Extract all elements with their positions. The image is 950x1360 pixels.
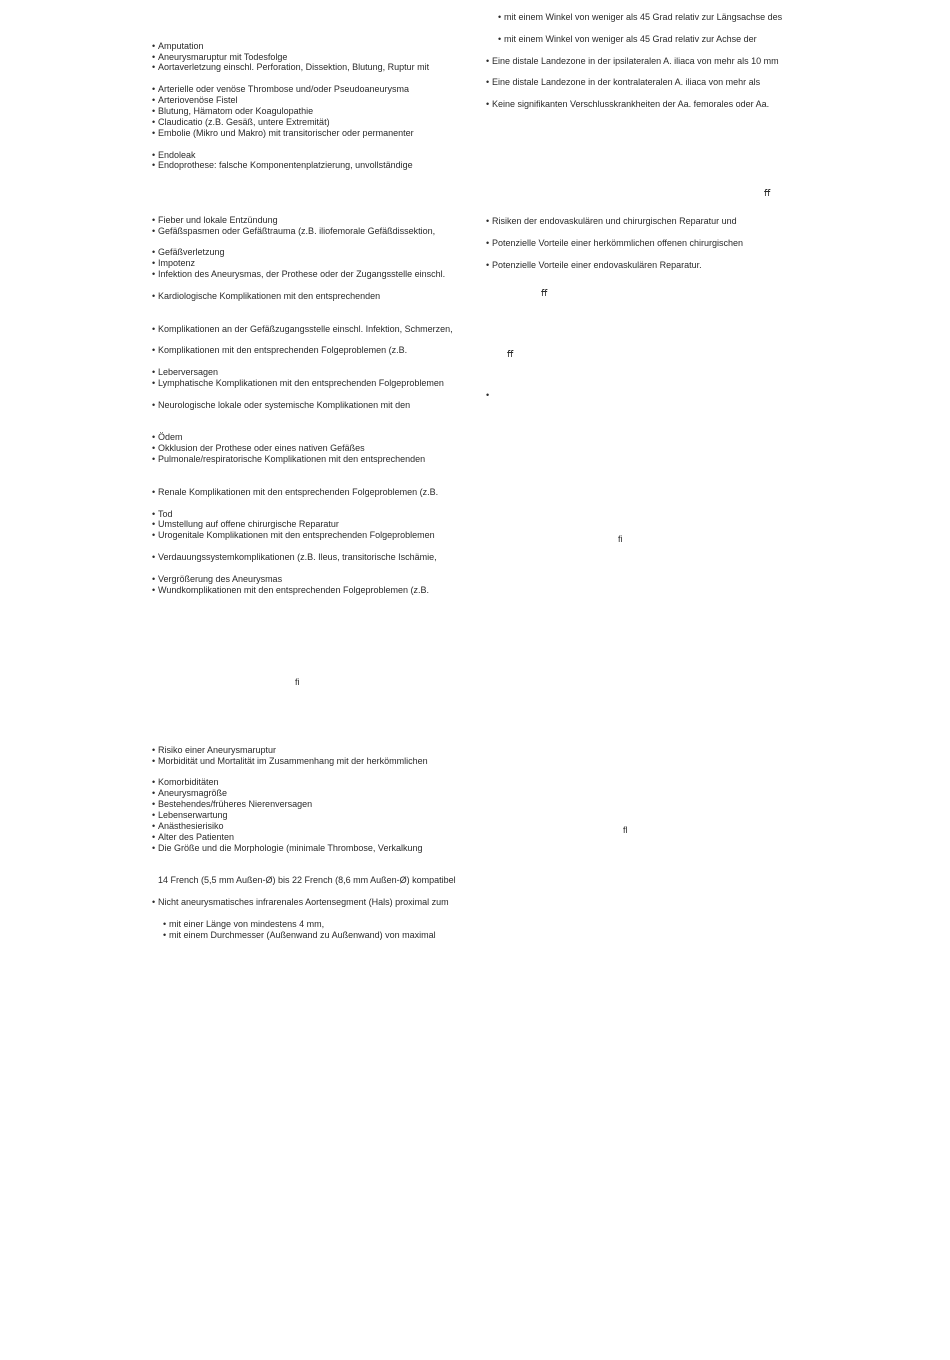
list-item: • Potenzielle Vorteile einer endovaskulären Reparatur. <box>492 260 702 271</box>
list-item: • Potenzielle Vorteile einer herkömmlichen offenen chirurgischen <box>492 238 743 249</box>
list-item: • Wundkomplikationen mit den entsprechenden Folgeproblemen (z.B. <box>158 585 429 596</box>
list-item: • Impotenz <box>158 258 195 269</box>
list-item: • Aneurysmagröße <box>158 788 227 799</box>
ligature-fragment: ﬀ <box>541 288 548 298</box>
list-item: • Endoprothese: falsche Komponentenplatzierung, unvollständige <box>158 160 413 171</box>
list-item: • Die Größe und die Morphologie (minimale Thrombose, Verkalkung <box>158 843 422 854</box>
list-item: • Arterielle oder venöse Thrombose und/oder Pseudoaneurysma <box>158 84 409 95</box>
ligature-fragment: ﬂ <box>623 825 628 835</box>
sub-list-item: • mit einem Durchmesser (Außenwand zu Außenwand) von maximal <box>169 930 436 941</box>
list-item: • Gefäßverletzung <box>158 247 225 258</box>
list-item: • Anästhesierisiko <box>158 821 224 832</box>
list-item: • Vergrößerung des Aneurysmas <box>158 574 282 585</box>
list-item: • Keine signifikanten Verschlusskrankheiten der Aa. femorales oder Aa. <box>492 99 769 110</box>
list-item: • Nicht aneurysmatisches infrarenales Aortensegment (Hals) proximal zum <box>158 897 449 908</box>
list-item: • Embolie (Mikro und Makro) mit transitorischer oder permanenter <box>158 128 414 139</box>
sub-list-item: • mit einem Winkel von weniger als 45 Grad relativ zur Achse der <box>504 34 757 45</box>
list-item: • Gefäßspasmen oder Gefäßtrauma (z.B. iliofemorale Gefäßdissektion, <box>158 226 435 237</box>
list-item: • Aortaverletzung einschl. Perforation, Dissektion, Blutung, Ruptur mit <box>158 62 429 73</box>
list-item: • Risiken der endovaskulären und chirurgischen Reparatur und <box>492 216 737 227</box>
list-item: • Claudicatio (z.B. Gesäß, untere Extremität) <box>158 117 330 128</box>
list-item: • Lymphatische Komplikationen mit den entsprechenden Folgeproblemen <box>158 378 444 389</box>
sub-list-item: • mit einem Winkel von weniger als 45 Grad relativ zur Längsachse des <box>504 12 782 23</box>
list-item: • Tod <box>158 509 173 520</box>
list-item: • Endoleak <box>158 150 196 161</box>
list-item: • Risiko einer Aneurysmaruptur <box>158 745 276 756</box>
list-item: • Arteriovenöse Fistel <box>158 95 238 106</box>
list-item: • Komplikationen an der Gefäßzugangsstelle einschl. Infektion, Schmerzen, <box>158 324 453 335</box>
ligature-fragment: ﬀ <box>764 188 771 198</box>
list-item: • Kardiologische Komplikationen mit den entsprechenden <box>158 291 380 302</box>
list-item: • Blutung, Hämatom oder Koagulopathie <box>158 106 313 117</box>
list-item: • Bestehendes/früheres Nierenversagen <box>158 799 312 810</box>
list-item: • Aneurysmaruptur mit Todesfolge <box>158 52 287 63</box>
ligature-fragment: ﬁ <box>295 677 300 687</box>
list-item: • Komorbiditäten <box>158 777 219 788</box>
list-item: • Morbidität und Mortalität im Zusammenhang mit der herkömmlichen <box>158 756 428 767</box>
list-item: • Leberversagen <box>158 367 218 378</box>
list-item: • Renale Komplikationen mit den entsprechenden Folgeproblemen (z.B. <box>158 487 438 498</box>
list-item: • Ödem <box>158 432 183 443</box>
list-item: • Lebenserwartung <box>158 810 228 821</box>
list-item: • Amputation <box>158 41 204 52</box>
list-item: • Fieber und lokale Entzündung <box>158 215 278 226</box>
list-item: • Eine distale Landezone in der ipsilateralen A. iliaca von mehr als 10 mm <box>492 56 779 67</box>
ligature-fragment: ﬀ <box>507 349 514 359</box>
list-item: • Pulmonale/respiratorische Komplikationen mit den entsprechenden <box>158 454 425 465</box>
list-item: • Urogenitale Komplikationen mit den entsprechenden Folgeproblemen <box>158 530 435 541</box>
list-item: • Infektion des Aneurysmas, der Prothese oder der Zugangsstelle einschl. <box>158 269 445 280</box>
list-item: • Okklusion der Prothese oder eines nativen Gefäßes <box>158 443 365 454</box>
sub-list-item: • mit einer Länge von mindestens 4 mm, <box>169 919 324 930</box>
list-item: • Umstellung auf offene chirurgische Reparatur <box>158 519 339 530</box>
ligature-fragment: ﬁ <box>618 534 623 544</box>
list-item: • Verdauungssystemkomplikationen (z.B. Ileus, transitorische Ischämie, <box>158 552 437 563</box>
compatibility-text: 14 French (5,5 mm Außen-Ø) bis 22 French (8,6 mm Außen-Ø) kompatibel <box>158 875 456 885</box>
list-item: • Neurologische lokale oder systemische Komplikationen mit den <box>158 400 410 411</box>
list-item: • Eine distale Landezone in der kontralateralen A. iliaca von mehr als <box>492 77 760 88</box>
list-item: • Komplikationen mit den entsprechenden Folgeproblemen (z.B. <box>158 345 407 356</box>
list-item: • Alter des Patienten <box>158 832 234 843</box>
